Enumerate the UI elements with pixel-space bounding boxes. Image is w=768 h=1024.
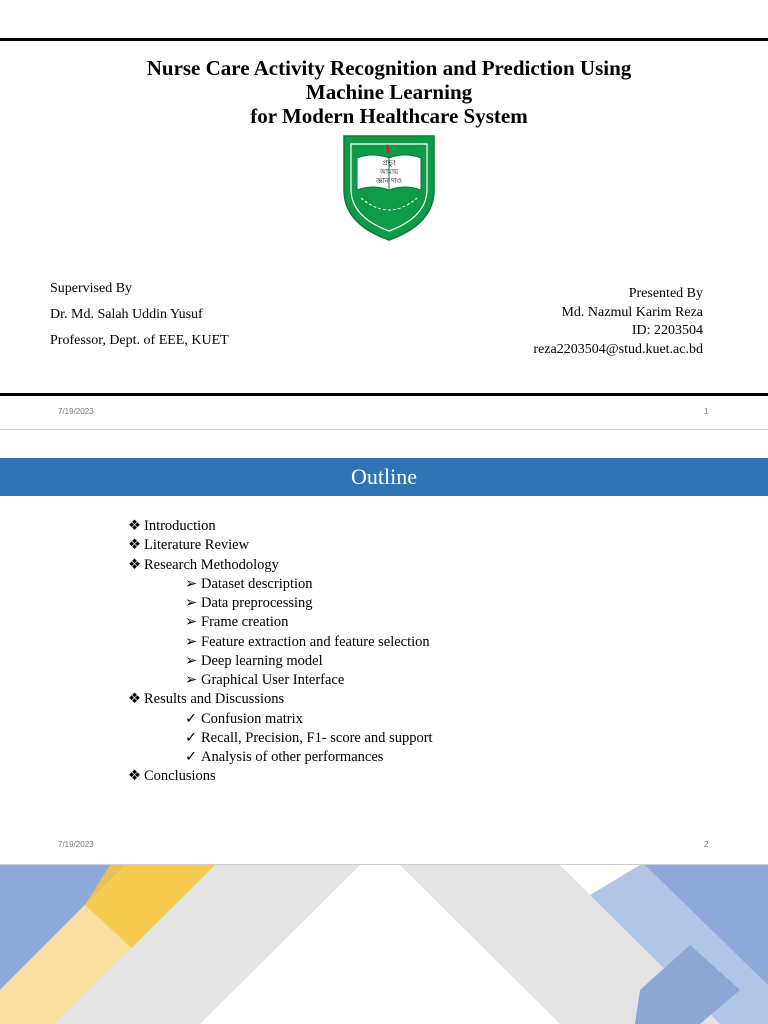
slide-3-background <box>0 865 768 1024</box>
bullet-icon: ❖ <box>128 537 141 554</box>
slide-title <box>0 56 768 128</box>
outline-item <box>128 767 216 786</box>
outline-item-text: Analysis of other performances <box>201 749 384 765</box>
footer-date: 7/19/2023 <box>58 407 94 416</box>
bullet-icon: ➢ <box>185 633 198 650</box>
outline-item-text: Recall, Precision, F1- score and support <box>201 729 433 746</box>
bullet-icon: ❖ <box>128 556 141 573</box>
title-line-2: Machine Learning <box>305 80 473 104</box>
bullet-icon: ➢ <box>185 575 198 592</box>
bullet-icon: ✓ <box>185 710 198 727</box>
outline-subitem <box>185 633 430 652</box>
university-emblem-icon <box>341 132 437 242</box>
outline-item-text: Deep learning model <box>201 652 323 669</box>
outline-item <box>128 517 216 536</box>
bullet-icon: ➢ <box>185 595 198 611</box>
supervisor-block <box>50 276 229 354</box>
outline-item-text: Graphical User Interface <box>201 672 345 688</box>
footer-page-number: 1 <box>704 407 709 416</box>
outline-item <box>128 536 249 555</box>
outline-item-text: Data preprocessing <box>201 595 313 611</box>
outline-subitem <box>185 748 383 767</box>
top-rule <box>0 38 768 41</box>
outline-subitem <box>185 652 323 671</box>
bullet-icon: ➢ <box>185 672 198 688</box>
presenter-block <box>533 285 703 359</box>
bottom-rule <box>0 393 768 396</box>
outline-item <box>128 556 279 575</box>
title-line-3: for Modern Healthcare System <box>250 104 528 128</box>
outline-item-text: Conclusions <box>144 768 216 785</box>
presenter-name: Md. Nazmul Karim Reza <box>561 304 703 320</box>
bullet-icon: ✓ <box>185 749 198 765</box>
outline-subitem <box>185 671 344 690</box>
outline-item-text: Feature extraction and feature selection <box>201 633 430 650</box>
emblem-text-2: আমায় <box>379 168 399 176</box>
outline-item <box>128 690 284 709</box>
outline-item-text: Literature Review <box>144 537 250 554</box>
bullet-icon: ❖ <box>128 768 141 785</box>
outline-item-text: Frame creation <box>201 614 289 631</box>
outline-subitem <box>185 729 433 748</box>
outline-item-text: Research Methodology <box>144 556 279 573</box>
outline-subitem <box>185 575 313 594</box>
footer-page-number: 2 <box>704 840 709 849</box>
bullet-icon: ❖ <box>128 691 141 708</box>
supervised-label: Supervised By <box>50 281 133 296</box>
outline-subitem <box>185 613 288 632</box>
footer-date: 7/19/2023 <box>58 840 94 849</box>
emblem-text-3: জ্ঞান দাও <box>376 177 402 185</box>
presenter-email: reza2203504@stud.kuet.ac.bd <box>533 341 703 357</box>
slide-divider <box>0 429 768 430</box>
supervisor-title: Professor, Dept. of EEE, KUET <box>50 333 229 348</box>
bullet-icon: ❖ <box>128 518 141 534</box>
bullet-icon: ➢ <box>185 614 198 631</box>
bullet-icon: ✓ <box>185 729 198 746</box>
outline-subitem <box>185 594 313 613</box>
presented-label: Presented By <box>628 286 703 301</box>
outline-item-text: Introduction <box>144 518 216 534</box>
outline-subitem <box>185 710 303 729</box>
outline-item-text: Dataset description <box>201 575 313 592</box>
presenter-id: ID: 2203504 <box>631 323 703 338</box>
bullet-icon: ➢ <box>185 652 198 669</box>
outline-heading: Outline <box>0 458 768 496</box>
emblem-text-1: প্রভু! <box>382 159 396 167</box>
supervisor-name: Dr. Md. Salah Uddin Yusuf <box>50 307 203 322</box>
outline-item-text: Results and Discussions <box>144 691 285 708</box>
outline-item-text: Confusion matrix <box>201 710 303 727</box>
title-line-1: Nurse Care Activity Recognition and Prediction Using <box>146 56 632 80</box>
